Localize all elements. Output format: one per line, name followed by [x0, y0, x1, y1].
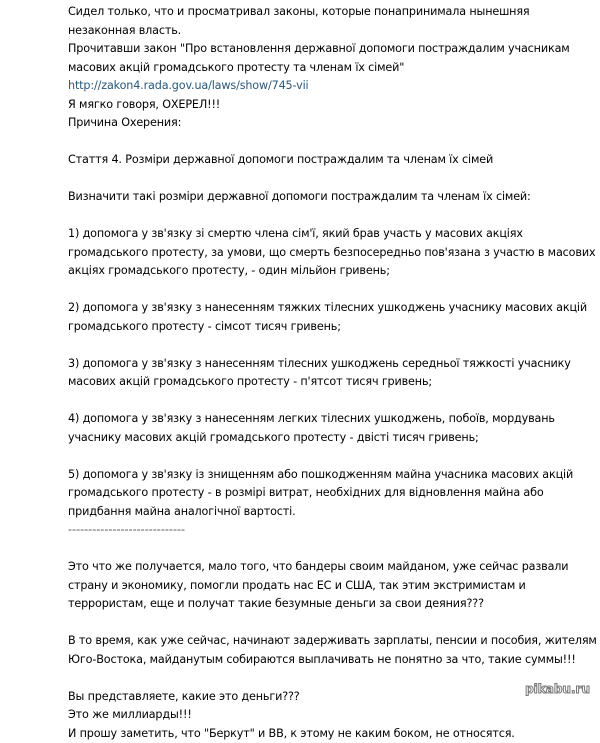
comment-line: террористам, еще и получат такие безумные деньги за свои деяния??? [68, 595, 538, 614]
article-item-line: 1) допомога у зв'язку зі смертю члена сім'ї, який брав участь у масових акціях [68, 225, 538, 244]
article-item-line: акціях громадського протесту, - один мільйон гривень; [68, 262, 538, 281]
spacer [68, 170, 538, 189]
intro-line: незаконная власть. [68, 22, 538, 41]
article-item-line: 2) допомога у зв'язку з нанесенням тяжких тілесних ушкоджень учаснику масових акцій [68, 299, 538, 318]
post-body [68, 3, 538, 743]
pikabu-watermark: pikabu.ru [525, 682, 590, 696]
law-title-line: Прочитавши закон "Про встановлення державної допомоги постраждалим учасникам [68, 40, 538, 59]
reason-text: Причина Охерения: [68, 114, 538, 133]
spacer [68, 207, 538, 226]
comment-line: Юго-Востока, майданутым собираются выплачивать не понятно за что, такие суммы!!! [68, 651, 538, 670]
article-item-line: 3) допомога у зв'язку з нанесенням тілесних ушкоджень середньої тяжкості учаснику [68, 355, 538, 374]
spacer [68, 540, 538, 559]
spacer [68, 133, 538, 152]
spacer [68, 392, 538, 411]
law-title-line: масових акцій громадського протесту та членам їх сімей" [68, 59, 538, 78]
article-item-line: учаснику масових акцій громадського протесту - двісті тисяч гривень; [68, 429, 538, 448]
spacer [68, 669, 538, 688]
spacer [68, 281, 538, 300]
intro-line: Сидел только, что и просматривал законы, которые понапринимала нынешняя [68, 3, 538, 22]
reaction-text: Я мягко говоря, ОХЕРЕЛ!!! [68, 96, 538, 115]
comment-line: Это же миллиарды!!! [68, 706, 538, 725]
article-item-line: громадського протесту - сімсот тисяч гривень; [68, 318, 538, 337]
comment-line: Это что же получается, мало того, что бандеры своим майданом, уже сейчас развали [68, 558, 538, 577]
article-intro: Визначити такі розміри державної допомоги постраждалим та членам їх сімей: [68, 188, 538, 207]
spacer [68, 336, 538, 355]
comment-line: Вы представляете, какие это деньги??? [68, 688, 538, 707]
separator: ----------------------------- [68, 521, 538, 540]
spacer [68, 447, 538, 466]
comment-line: В то время, как уже сейчас, начинают задерживать зарплаты, пенсии и пособия, жителям [68, 632, 538, 651]
article-item-line: придбання майна аналогічної вартості. [68, 503, 538, 522]
comment-line: И прошу заметить, что "Беркут" и ВВ, к этому не каким боком, не относятся. [68, 725, 538, 743]
article-item-line: 4) допомога у зв'язку з нанесенням легких тілесних ушкоджень, побоїв, мордувань [68, 410, 538, 429]
article-title: Стаття 4. Розміри державної допомоги постраждалим та членам їх сімей [68, 151, 538, 170]
article-item-line: масових акцій громадського протесту - п'ятсот тисяч гривень; [68, 373, 538, 392]
comment-line: страну и экономику, помогли продать нас ЕС и США, так этим экстримистам и [68, 577, 538, 596]
law-link[interactable]: http://zakon4.rada.gov.ua/laws/show/745-vii [68, 79, 309, 92]
article-item-line: громадського протесту - в розмірі витрат, необхідних для відновлення майна або [68, 484, 538, 503]
article-item-line: 5) допомога у зв'язку із знищенням або пошкодженням майна учасника масових акцій [68, 466, 538, 485]
article-item-line: громадського протесту, за умови, що смерть безпосередньо пов'язана з участю в масових [68, 244, 538, 263]
spacer [68, 614, 538, 633]
